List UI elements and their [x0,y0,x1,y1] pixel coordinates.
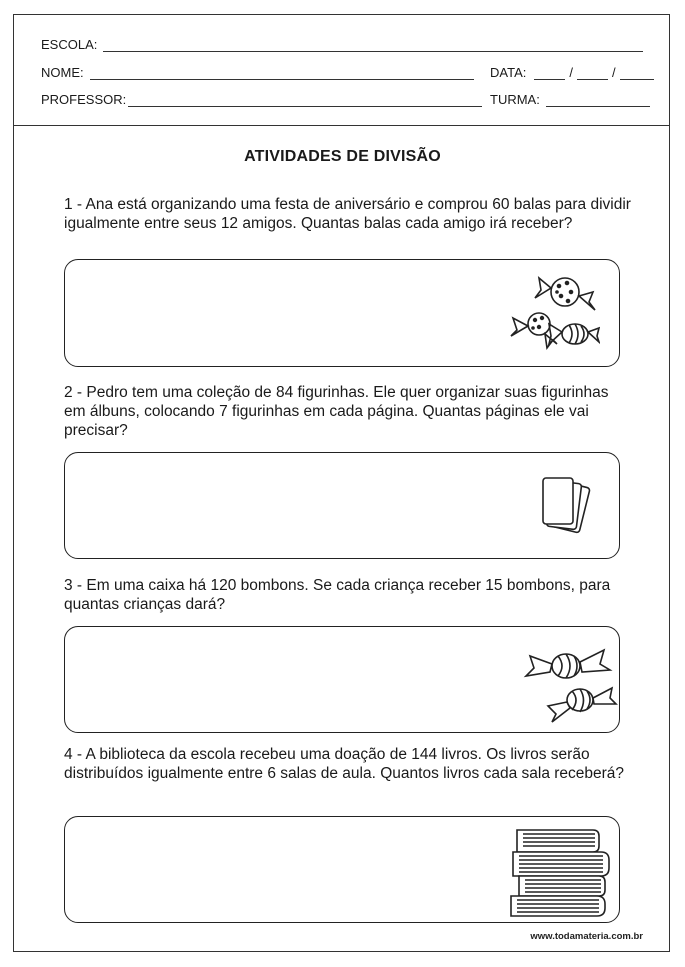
teacher-label: PROFESSOR: [41,92,127,107]
question-4: 4 - A biblioteca da escola recebeu uma doação de 144 livros. Os livros serão distribuídos igualmente entre 6 salas de aula. Quantos livros cada sala receberá? [64,746,625,782]
name-row [41,65,474,80]
footer-website[interactable]: www.todamateria.com.br [530,931,643,942]
date-month-field[interactable] [577,78,608,80]
date-separator: / [569,65,573,80]
teacher-row [41,92,482,107]
books-icon [505,826,615,918]
page-title: ATIVIDADES DE DIVISÃO [244,148,441,165]
school-field[interactable] [103,50,643,52]
date-day-field[interactable] [534,78,565,80]
teacher-field[interactable] [128,105,482,107]
header-form [14,15,669,126]
question-1: 1 - Ana está organizando uma festa de aniversário e comprou 60 balas para dividir igualmente entre seus 12 amigos. Quantas balas cada amigo irá receber? [64,196,631,232]
class-row [490,92,650,107]
name-label: NOME: [41,65,84,80]
name-field[interactable] [90,78,474,80]
school-row [41,37,643,52]
date-row [490,65,658,80]
class-field[interactable] [546,105,650,107]
stickers-icon [535,472,607,544]
date-year-field[interactable] [620,78,654,80]
school-label: ESCOLA: [41,37,98,52]
bonbons-icon [520,636,618,726]
question-3: 3 - Em uma caixa há 120 bombons. Se cada criança receber 15 bombons, para quantas crianças dará? [64,577,611,613]
question-2: 2 - Pedro tem uma coleção de 84 figurinhas. Ele quer organizar suas figurinhas em álbuns, colocando 7 figurinhas em cada página. Quantas páginas ele vai precisar? [64,384,609,439]
class-label: TURMA: [490,92,540,107]
date-separator: / [611,65,616,80]
candies-icon [505,270,600,354]
date-label: DATA: [490,65,527,80]
